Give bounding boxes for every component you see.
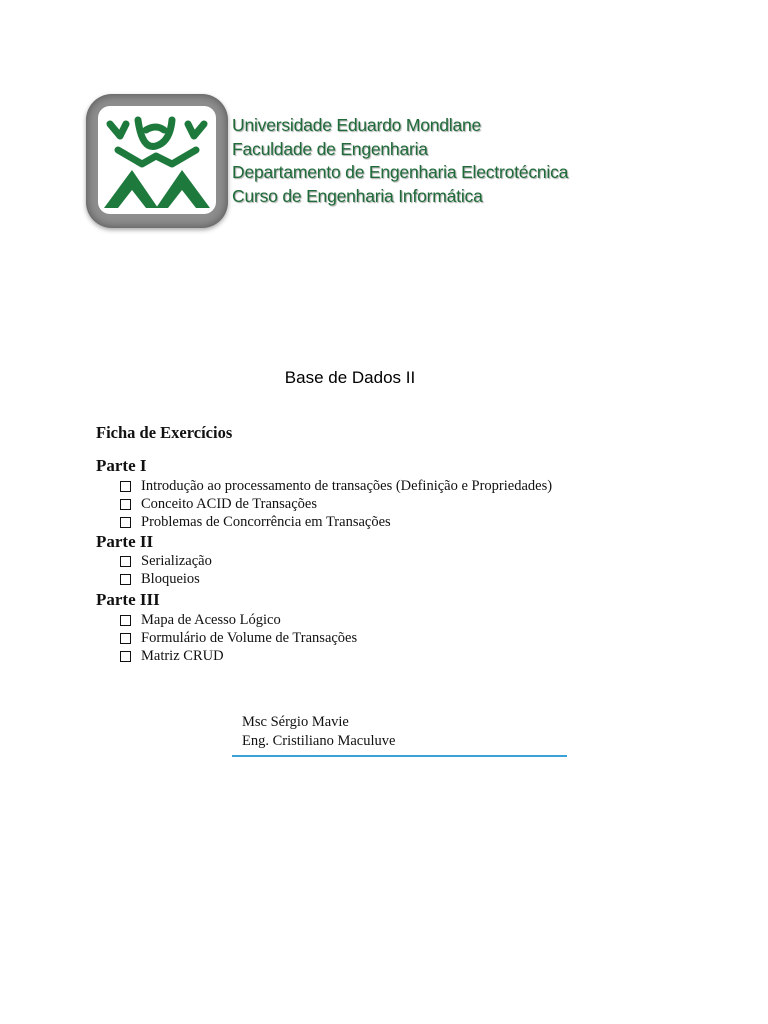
checkbox-icon — [120, 517, 131, 528]
part-1-list — [120, 477, 552, 531]
logo-frame — [86, 94, 228, 228]
institution-line: Curso de Engenharia Informática — [232, 185, 483, 206]
list-item — [120, 477, 552, 495]
institution-lines — [232, 114, 568, 208]
list-item — [120, 647, 357, 665]
authors-block — [232, 713, 567, 757]
institution-line: Universidade Eduardo Mondlane — [232, 115, 482, 135]
list-item — [120, 611, 357, 629]
part-heading-1: Parte I — [96, 456, 147, 475]
list-item-label: Matriz CRUD — [141, 648, 224, 664]
part-heading-2: Parte II — [96, 532, 154, 551]
list-item-label: Mapa de Acesso Lógico — [141, 612, 281, 628]
document-title: Base de Dados II — [284, 368, 416, 387]
institution-line: Departamento de Engenharia Electrotécnica — [232, 162, 569, 182]
part-heading-3: Parte III — [96, 590, 160, 609]
list-item-label: Conceito ACID de Transações — [141, 496, 317, 512]
list-item — [120, 570, 212, 588]
uem-logo-icon — [98, 106, 216, 214]
header — [86, 94, 606, 228]
author-name: Msc Sérgio Mavie — [242, 714, 349, 730]
list-item — [120, 552, 212, 570]
list-item-label: Introdução ao processamento de transações (Definição e Propriedades) — [141, 478, 553, 494]
list-item — [120, 495, 552, 513]
part-3-list — [120, 611, 357, 665]
list-item-label: Serialização — [141, 553, 212, 569]
checkbox-icon — [120, 615, 131, 626]
list-item-label: Bloqueios — [141, 571, 200, 587]
list-item — [120, 629, 357, 647]
author-name: Eng. Cristiliano Maculuve — [242, 732, 396, 749]
list-item-label: Formulário de Volume de Transações — [141, 630, 358, 646]
list-item-label: Problemas de Concorrência em Transações — [141, 514, 391, 530]
list-item — [120, 513, 552, 531]
sheet-title: Ficha de Exercícios — [96, 423, 233, 442]
checkbox-icon — [120, 574, 131, 585]
checkbox-icon — [120, 481, 131, 492]
checkbox-icon — [120, 499, 131, 510]
checkbox-icon — [120, 556, 131, 567]
checkbox-icon — [120, 651, 131, 662]
institution-line: Faculdade de Engenharia — [232, 138, 428, 159]
checkbox-icon — [120, 633, 131, 644]
part-2-list — [120, 552, 212, 588]
